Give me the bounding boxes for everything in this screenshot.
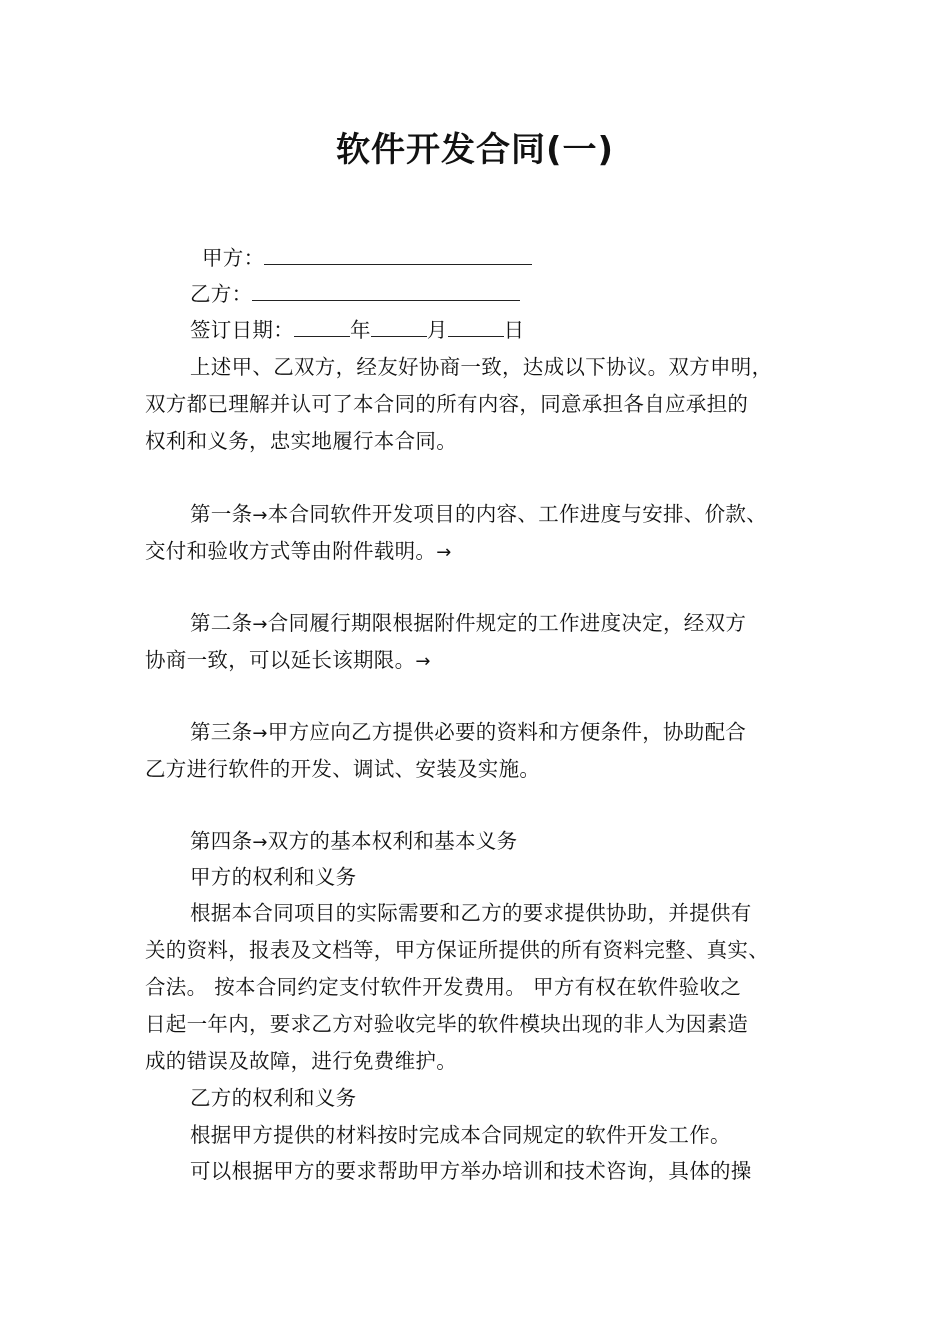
- article-4-heading: [190, 827, 517, 857]
- article-2-line-2: [145, 646, 431, 676]
- preamble-line-1: 上述甲、乙双方，经友好协商一致，达成以下协议。双方申明，: [190, 355, 773, 379]
- tab-arrow-icon: →: [252, 723, 268, 744]
- sign-month-blank[interactable]: [371, 316, 427, 337]
- tab-arrow-icon: →: [415, 651, 431, 672]
- article-1-line-2: [145, 537, 452, 567]
- preamble-line-2: 双方都已理解并认可了本合同的所有内容，同意承担各自应承担的: [145, 392, 749, 416]
- sign-month-label: 月: [426, 318, 448, 342]
- tab-arrow-icon: →: [252, 505, 268, 526]
- party-a-rights-heading: 甲方的权利和义务: [190, 865, 357, 889]
- tab-arrow-icon: →: [252, 614, 268, 635]
- article-1-text: 本合同软件开发项目的内容、工作进度与安排、价款、: [267, 502, 767, 526]
- article-1-label: 第一条: [190, 502, 253, 526]
- party-a-label: 甲方：: [202, 246, 265, 270]
- party-b-line: [190, 280, 520, 308]
- article-1-line-1: [190, 500, 767, 530]
- sign-year-label: 年: [350, 318, 371, 342]
- sign-day-blank[interactable]: [448, 316, 504, 337]
- article-3-label: 第三条: [190, 720, 253, 744]
- article-3-line-2: 乙方进行软件的开发、调试、安装及实施。: [145, 757, 541, 781]
- article-2-label: 第二条: [190, 611, 253, 635]
- tab-arrow-icon: →: [252, 832, 268, 853]
- article-3-text: 甲方应向乙方提供必要的资料和方便条件，协助配合: [267, 720, 747, 744]
- article-4-label: 第四条: [190, 829, 253, 853]
- party-b-label: 乙方：: [190, 282, 253, 306]
- party-b-rights-line-1: 根据甲方提供的材料按时完成本合同规定的软件开发工作。: [190, 1123, 731, 1147]
- tab-arrow-icon: →: [436, 542, 452, 563]
- party-a-rights-line-2: 关的资料，报表及文档等，甲方保证所提供的所有资料完整、真实、: [145, 938, 769, 962]
- sign-date-line: [190, 316, 524, 344]
- article-2-line-1: [190, 609, 746, 639]
- article-4-heading-text: 双方的基本权利和基本义务: [267, 829, 518, 853]
- sign-year-blank[interactable]: [294, 316, 350, 337]
- article-2-text: 合同履行期限根据附件规定的工作进度决定，经双方: [267, 611, 747, 635]
- preamble-line-3: 权利和义务，忠实地履行本合同。: [145, 429, 457, 453]
- party-a-rights-line-4: 日起一年内，要求乙方对验收完毕的软件模块出现的非人为因素造: [145, 1012, 749, 1036]
- party-a-rights-line-5: 成的错误及故障，进行免费维护。: [145, 1049, 457, 1073]
- party-a-line: [202, 244, 532, 272]
- party-a-rights-line-1: 根据本合同项目的实际需要和乙方的要求提供协助，并提供有: [190, 901, 752, 925]
- party-b-rights-heading: 乙方的权利和义务: [190, 1086, 357, 1110]
- party-b-rights-line-2: 可以根据甲方的要求帮助甲方举办培训和技术咨询，具体的操: [190, 1159, 752, 1183]
- article-2-text-cont: 协商一致，可以延长该期限。: [145, 648, 416, 672]
- article-3-line-1: [190, 718, 746, 748]
- sign-day-label: 日: [503, 318, 525, 342]
- sign-date-label: 签订日期：: [190, 318, 294, 342]
- party-a-rights-line-3: 合法。 按本合同约定支付软件开发费用。 甲方有权在软件验收之: [145, 975, 742, 999]
- article-1-text-cont: 交付和验收方式等由附件载明。: [145, 539, 437, 563]
- document-title: 软件开发合同(一): [335, 130, 615, 170]
- party-a-blank[interactable]: [264, 244, 532, 265]
- party-b-blank[interactable]: [252, 280, 520, 301]
